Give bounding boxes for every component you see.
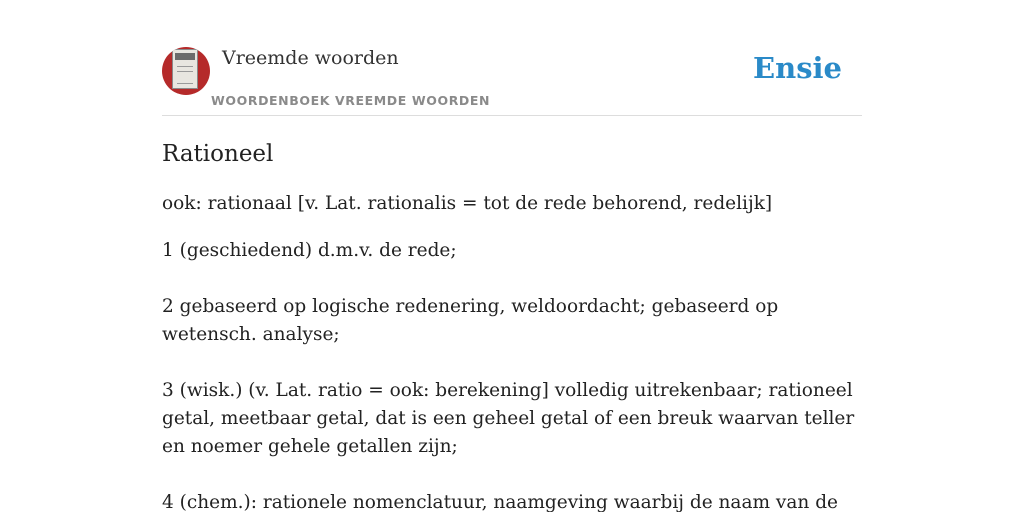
- definition-item: 3 (wisk.) (v. Lat. ratio = ook: berekening] volledig uitrekenbaar; rationeel getal, meetbaar getal, dat is een geheel getal of een breuk waarvan teller en noemer gehele getallen zijn;: [162, 380, 855, 457]
- definition-item: 1 (geschiedend) d.m.v. de rede;: [162, 240, 457, 261]
- site-title[interactable]: Vreemde woorden: [222, 47, 399, 69]
- etymology: ook: rationaal [v. Lat. rationalis = tot de rede behorend, redelijk]: [162, 193, 773, 214]
- site-subtitle: WOORDENBOEK VREEMDE WOORDEN: [211, 93, 491, 108]
- book-cover-icon[interactable]: [162, 47, 210, 95]
- entry-title: Rationeel: [162, 141, 274, 167]
- definition-item: 2 gebaseerd op logische redenering, weldoordacht; gebaseerd op wetensch. analyse;: [162, 296, 779, 345]
- brand-logo[interactable]: Ensie: [753, 51, 842, 85]
- definition-item: 4 (chem.): rationele nomenclatuur, naamgeving waarbij de naam van de: [162, 492, 838, 512]
- site-header: [162, 45, 862, 116]
- article: [162, 138, 862, 512]
- definitions-list: [162, 237, 862, 512]
- book-cover: [172, 49, 198, 89]
